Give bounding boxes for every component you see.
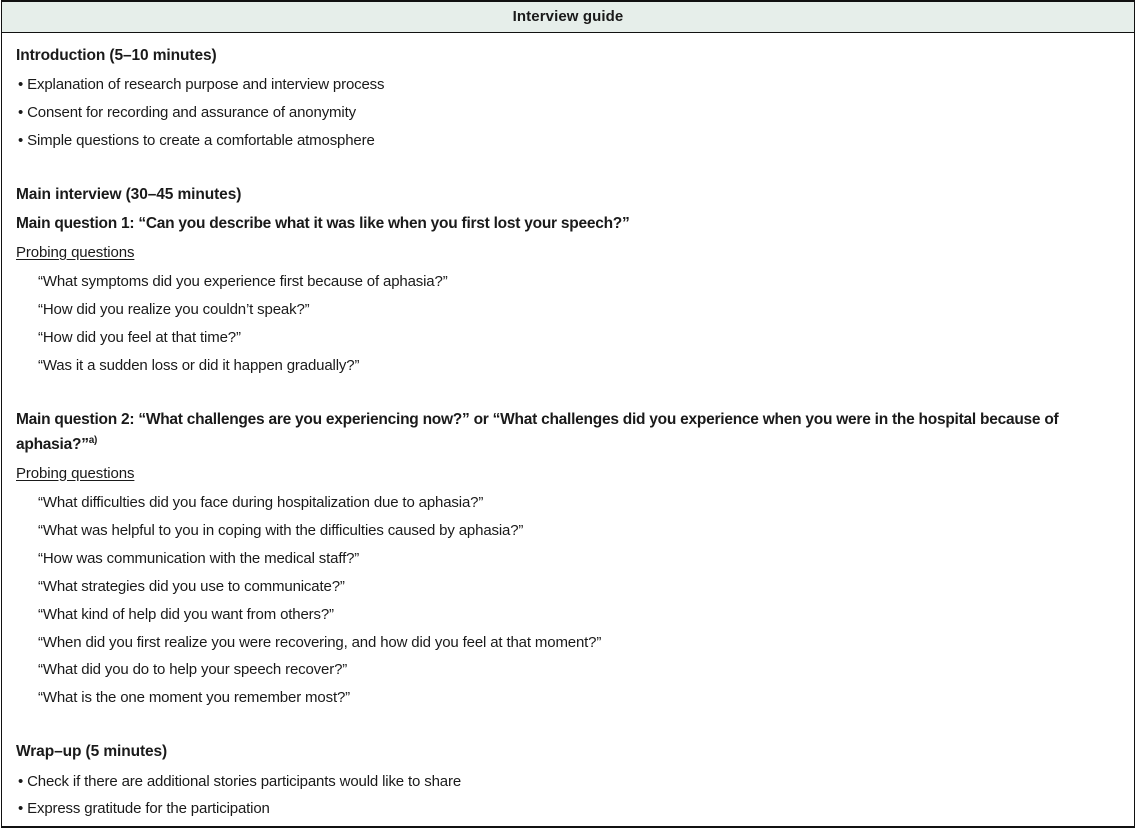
probe-item: “How did you realize you couldn’t speak?” <box>38 301 310 319</box>
wrap-up-title: Wrap–up (5 minutes) <box>16 743 168 761</box>
probe-item: “What difficulties did you face during hospitalization due to aphasia?” <box>38 494 484 512</box>
main-question-2 <box>16 408 1120 458</box>
probing-questions-label-2 <box>16 460 1120 490</box>
probing-questions-label-1 <box>16 239 1120 269</box>
introduction-bullet: • Consent for recording and assurance of anonymity <box>18 104 356 122</box>
wrap-up-bullet: • Check if there are additional stories participants would like to share <box>18 772 462 790</box>
probe-item: “What symptoms did you experience first because of aphasia?” <box>38 273 448 291</box>
probe-item: “When did you first realize you were recovering, and how did you feel at that moment?” <box>38 633 602 651</box>
section-wrap-up <box>16 740 1120 823</box>
section-introduction <box>16 44 1120 155</box>
probe-item: “How was communication with the medical staff?” <box>38 549 360 567</box>
table-header-title: Interview guide <box>2 2 1134 33</box>
probe-item: “Was it a sudden loss or did it happen gradually?” <box>38 357 360 375</box>
main-interview-title: Main interview (30–45 minutes) <box>16 185 242 203</box>
probing-label-text: Probing questions <box>16 243 135 261</box>
probe-item: “What did you do to help your speech recover?” <box>38 661 348 679</box>
probe-item: “How did you feel at that time?” <box>38 329 241 347</box>
section-main-interview <box>16 183 1120 712</box>
wrap-up-bullet: • Express gratitude for the participation <box>18 800 270 818</box>
table-body <box>2 33 1134 826</box>
interview-guide-table <box>1 0 1135 828</box>
question-spacer <box>16 380 1120 402</box>
probe-item: “What strategies did you use to communicate?” <box>38 577 345 595</box>
main-question-1: Main question 1: “Can you describe what it was like when you first lost your speech?” <box>16 215 630 233</box>
introduction-bullet: • Explanation of research purpose and interview process <box>18 76 385 94</box>
section-spacer <box>16 155 1120 183</box>
introduction-title: Introduction (5–10 minutes) <box>16 47 217 64</box>
section-spacer <box>16 712 1120 740</box>
probe-item: “What kind of help did you want from others?” <box>38 605 334 623</box>
probe-item: “What was helpful to you in coping with the difficulties caused by aphasia?” <box>38 522 524 540</box>
main-question-2-text: Main question 2: “What challenges are you experiencing now?” or “What challenges did you experience when you were in the hospital because of aphasia?” <box>16 411 1059 453</box>
introduction-bullet: • Simple questions to create a comfortable atmosphere <box>18 132 375 150</box>
probing-label-text: Probing questions <box>16 464 135 482</box>
probe-item: “What is the one moment you remember most?” <box>38 689 350 707</box>
footnote-marker: a) <box>88 434 98 446</box>
